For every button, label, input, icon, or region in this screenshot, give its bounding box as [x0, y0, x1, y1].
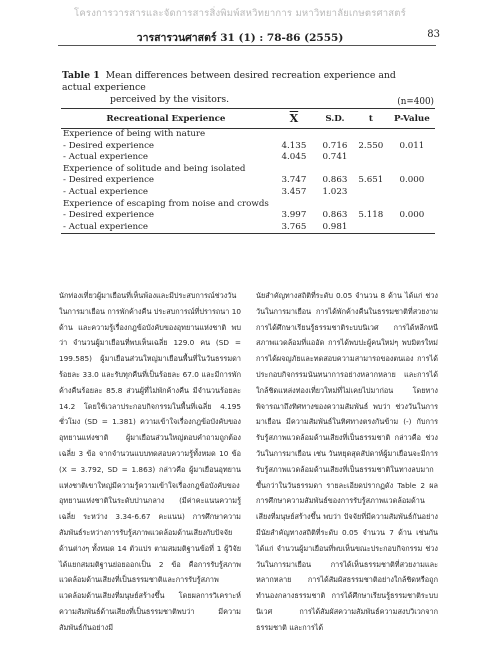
cell-t: 5.118 [358, 210, 384, 221]
caption-line-1: Mean differences between desired recreation experience and actual experience [62, 70, 396, 93]
cell-sd [317, 164, 353, 176]
table-header-row [61, 109, 435, 129]
cell-pvalue: 0.000 [399, 210, 425, 221]
table-row [61, 152, 435, 164]
cell-experience: Experience of solitude and being isolated [63, 163, 246, 174]
cell-mean [271, 199, 317, 211]
caption-label: Table 1 [62, 70, 100, 81]
col-header-experience: Recreational Experience [61, 109, 271, 129]
cell-sd: 1.023 [322, 186, 348, 197]
cell-t [353, 164, 389, 176]
cell-experience: Experience of being with nature [63, 129, 206, 139]
cell-mean [271, 129, 317, 141]
cell-experience: - Actual experience [63, 152, 149, 163]
cell-sd: 0.863 [322, 175, 348, 186]
col-header-sd: S.D. [317, 109, 353, 129]
table-row [61, 129, 435, 141]
cell-mean: 3.457 [281, 186, 307, 197]
cell-experience: - Desired experience [63, 210, 155, 221]
body-text-left: นักท่องเที่ยวผู้มาเยือนที่เห็นพ้องและมีประสบการณ์ช่วงวันในการมาเยือน การพักค้างคืน ประสบการณ์ที่ปรารถนา 10 ด้าน และความรู้เรื่องกฎข้อบังคับของอุทยานแห่งชาติ พบว่า จำนวนผู้มาเยือนที่พบเห็นเฉลี่ย 129.0 คน (SD = 199.585) ผู้มาเยือนส่วนใหญ่มาเยือนพื้นที่ในวันธรรมดาร้อยละ 33.0 และรับทุกคืนที่เป็นร้อยละ 67.0 และมีการพักค้างคืนร้อยละ 85.8 ส่วนผู้ที่ไม่พักค้างคืน มีจำนวนร้อยละ 14.2 โดยใช้เวลาประกอบกิจกรรมในพื้นที่เฉลี่ย 4.195 ชั่วโมง (SD = 1.381) ความเข้าใจเรื่องกฎข้อบังคับของอุทยานแห่งชาติ ผู้มาเยือนส่วนใหญ่ตอบคำถามถูกต้องเฉลี่ย 3 ข้อ จากจำนวนแบบทดสอบความรู้ทั้งหมด 10 ข้อ (X = 3.792, SD = 1.863) กล่าวคือ ผู้มาเยือนอุทยานแห่งชาติเขาใหญ่มีความรู้ความเข้าใจเรื่องกฎข้อบังคับของอุทยานแห่งชาติในระดับปานกลาง (มีค่าคะแนนความรู้เฉลี่ย ระหว่าง 3.34-6.67 คะแนน) การศึกษาความสัมพันธ์ระหว่างการรับรู้สภาพแวดล้อมด้านเสียงกับปัจจัยด้านต่างๆ ทั้งหมด 14 ตัวแปร ตามสมมติฐานข้อที่ 1 ผู้วิจัยได้แยกสมมติฐานย่อยออกเป็น 2 ข้อ คือการรับรู้สภาพแวดล้อมด้านเสียงที่เป็นธรรมชาติและการรับรู้สภาพแวดล้อมด้านเสียงที่มนุษย์สร้างขึ้น โดยผลการวิเคราะห์ความสัมพันธ์ด้านเสียงที่เป็นธรรมชาติพบว่า มีความสัมพันธ์กันอย่างมี [59, 291, 241, 632]
cell-pvalue [389, 199, 435, 211]
col-header-t: t [353, 109, 389, 129]
cell-t [353, 222, 389, 234]
watermark-text: โครงการวารสารและจัดการสารสิ่งพิมพ์สหวิทยาการ มหาวิทยาลัยเกษตรศาสตร์ [74, 8, 406, 19]
table-row [61, 199, 435, 211]
cell-t [353, 187, 389, 199]
cell-sd: 0.716 [322, 140, 348, 151]
cell-t [353, 129, 389, 141]
sample-size-label: (n=400) [397, 97, 434, 107]
table-row [61, 141, 435, 153]
cell-mean: 4.045 [281, 152, 307, 163]
body-column-left [59, 288, 241, 636]
cell-mean: 3.997 [281, 210, 307, 221]
cell-t: 2.550 [358, 140, 384, 151]
cell-sd: 0.981 [317, 222, 353, 234]
table-row [61, 164, 435, 176]
table-row [61, 210, 435, 222]
cell-t [353, 152, 389, 164]
cell-experience: - Desired experience [63, 175, 155, 186]
journal-header: วารสารวนศาสตร์ 31 (1) : 78-86 (2555) [136, 32, 344, 44]
cell-sd: 0.741 [322, 152, 348, 163]
cell-t: 5.651 [358, 175, 384, 186]
cell-sd [317, 199, 353, 211]
caption-line-2: perceived by the visitors. [110, 94, 230, 105]
body-text-right: นัยสำคัญทางสถิติที่ระดับ 0.05 จำนวน 8 ด้าน ได้แก่ ช่วงวันในการมาเยือน การได้พักค้างคืนในธรรมชาติที่สวยงาม การได้ศึกษาเรียนรู้ธรรมชาติระบบนิเวศ การได้หลีกหนีสภาพแวดล้อมที่แออัด การได้พบปะผู้คนใหม่ๆ พบมิตรใหม่ การได้ผจญภัยและทดสอบความสามารถของตนเอง การได้ประกอบกิจกรรมนันทนาการอย่างหลากหลาย และการได้ใกล้ชิดแหล่งท่องเที่ยวใหม่ที่ไม่เคยไปมาก่อน โดยทางพิจารณาถึงทิศทางของความสัมพันธ์ พบว่า ช่วงวันในการมาเยือน มีความสัมพันธ์ในทิศทางตรงกันข้าม (-) กับการรับรู้สภาพแวดล้อมด้านเสียงที่เป็นธรรมชาติ กล่าวคือ ช่วงวันในการมาเยือน เช่น วันหยุดสุดสัปดาห์ผู้มาเยือนจะมีการรับรู้สภาพแวดล้อมด้านเสียงที่เป็นธรรมชาติในทางลบมากขึ้นกว่าในวันธรรมดา รายละเอียดปรากฏดัง Table 2 ผลการศึกษาความสัมพันธ์ของการรับรู้สภาพแวดล้อมด้านเสียงที่มนุษย์สร้างขึ้น พบว่า ปัจจัยที่มีความสัมพันธ์กันอย่างมีนัยสำคัญทางสถิติที่ระดับ 0.05 จำนวน 7 ด้าน เช่นกัน ได้แก่ จำนวนผู้มาเยือนที่พบเห็นขณะประกอบกิจกรรม ช่วงวันในการมาเยือน การได้เห็นธรรมชาติที่สวยงามและหลากหลาย การได้สัมผัสธรรมชาติอย่างใกล้ชิดหรือถูกทำนองกลางธรรมชาติ การได้ศึกษาเรียนรู้ธรรมชาติระบบนิเวศ การได้สัมผัสความสัมพันธ์ความสงบวิเวกจากธรรมชาติ และการได้ [256, 291, 438, 632]
cell-pvalue: 0.011 [399, 140, 425, 151]
cell-experience: Experience of escaping from noise and crowds [63, 198, 269, 209]
cell-mean [271, 164, 317, 176]
mean-symbol: $\overline{X}$ [289, 112, 299, 125]
cell-sd: 0.863 [322, 210, 348, 221]
cell-experience: - Desired experience [63, 140, 155, 151]
table-row [61, 222, 435, 234]
header-rule [58, 45, 436, 46]
table-row [61, 175, 435, 187]
cell-experience: - Actual experience [63, 186, 149, 197]
cell-pvalue [389, 187, 435, 199]
col-header-pvalue: P-Value [389, 109, 435, 129]
body-column-right [256, 288, 438, 636]
cell-pvalue [389, 222, 435, 234]
cell-sd [317, 129, 353, 141]
cell-mean: 3.747 [281, 175, 307, 186]
experience-table [61, 108, 435, 234]
cell-mean: 4.135 [281, 140, 307, 151]
col-header-mean [271, 109, 317, 129]
cell-pvalue: 0.000 [399, 175, 425, 186]
cell-mean: 3.765 [271, 222, 317, 234]
cell-pvalue [389, 152, 435, 164]
table-row [61, 187, 435, 199]
cell-pvalue [389, 164, 435, 176]
cell-experience: - Actual experience [61, 222, 271, 234]
cell-t [353, 199, 389, 211]
cell-pvalue [389, 129, 435, 141]
page-number: 83 [427, 29, 440, 40]
